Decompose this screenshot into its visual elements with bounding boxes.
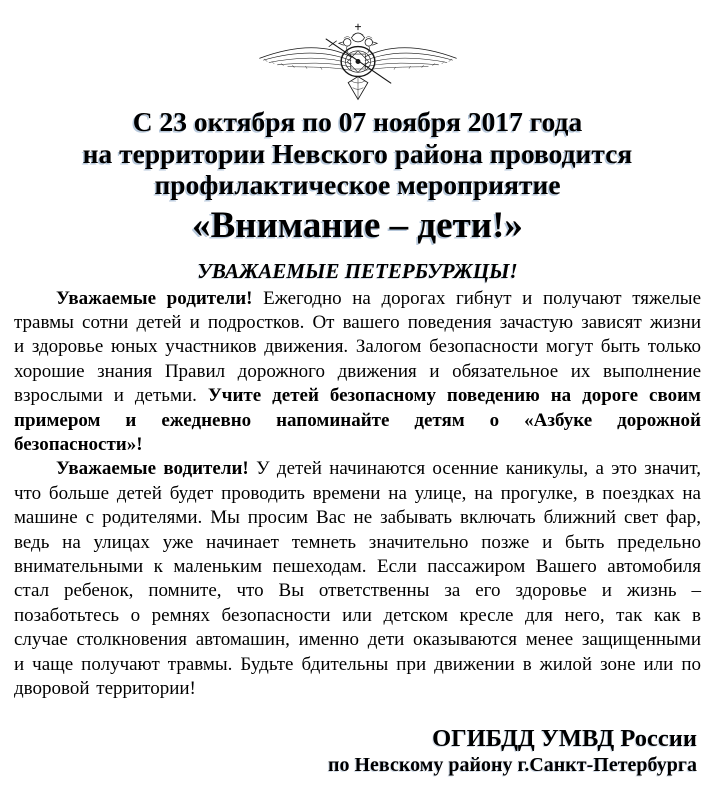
paragraph-drivers-text: У детей начинаются осенние каникулы, а это значит, что больше детей будет проводить времени на улице, на прогулке, в поездках на машине с родителями. Мы просим Вас не забывать включать ближний свет фар, ведь на улицах уже начинает темнеть значительно позже и быть предельно внимательными к маленьким пешеходам. Если пассажиром Вашего автомобиля стал ребенок, помните, что Вы ответственны за его здоровье и жизнь – позаботьтесь о ремнях безопасности или детском кресле для него, так как в случае столкновения автомашин, именно дети оказываются менее защищенными и чаще получают травмы. Будьте бдительны при движении в жилой зоне или по дворовой территории! [14, 458, 701, 699]
campaign-title [14, 106, 701, 201]
paragraph-parents-text: Ежегодно на дорогах гибнут и получают тяжелые травмы сотни детей и подростков. От вашего поведения зачастую зависят жизни и здоровье юных участников движения. Залогом безопасности могут быть только хорошие знания Правил дорожного движения и обязательное их выполнение взрослыми и детьми. [14, 287, 702, 407]
signature-district: по Невскому району г.Санкт-Петербурга [327, 754, 697, 777]
paragraph-parents-lead: Уважаемые родители! [56, 287, 253, 309]
title-line-1: С 23 октября по 07 ноября 2017 года [132, 106, 583, 137]
emblem-container [14, 22, 701, 104]
paragraph-parents-bold-tail: Учите детей безопасному поведению на дороге своим примером и ежедневно напоминайте детям о «Азбуке дорожной безопасности»! [14, 385, 701, 455]
title-line-2: на территории Невского района проводится [82, 137, 633, 169]
title-line-3: профилактическое мероприятие [154, 169, 561, 200]
paragraph-drivers-lead: Уважаемые водители! [56, 458, 249, 480]
campaign-slogan: «Внимание – дети!» [192, 204, 523, 246]
signature-block [14, 725, 701, 778]
paragraph-drivers [14, 457, 701, 701]
mvd-double-headed-eagle-icon [255, 22, 461, 102]
paragraph-parents [14, 287, 701, 458]
salutation-heading: УВАЖАЕМЫЕ ПЕТЕРБУРЖЦЫ! [197, 258, 518, 283]
signature-organization: ОГИБДД УМВД России [432, 725, 697, 753]
